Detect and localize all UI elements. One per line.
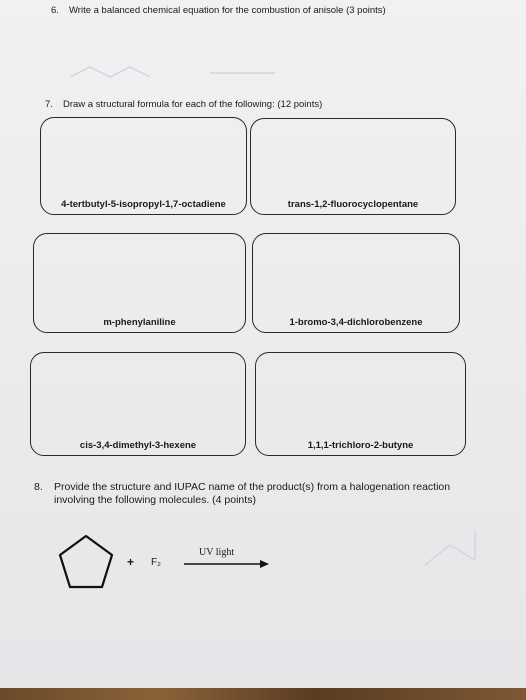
bleed-through-drawing-2 bbox=[415, 505, 495, 575]
question-7-number: 7. bbox=[45, 99, 53, 110]
cyclopentane-structure bbox=[54, 532, 118, 594]
compound-label: 1-bromo-3,4-dichlorobenzene bbox=[289, 317, 423, 328]
answer-box-1[interactable] bbox=[40, 117, 247, 215]
question-6-number: 6. bbox=[51, 5, 59, 16]
question-8 bbox=[34, 481, 450, 507]
compound-label: m-phenylaniline bbox=[103, 317, 176, 328]
compound-label: cis-3,4-dimethyl-3-hexene bbox=[79, 440, 197, 451]
compound-label: 4-tertbutyl-5-isopropyl-1,7-octadiene bbox=[61, 199, 226, 210]
question-8-number: 8. bbox=[34, 481, 43, 493]
answer-box-2[interactable] bbox=[250, 118, 456, 215]
reaction-arrow-icon bbox=[184, 558, 270, 570]
plus-sign: + bbox=[127, 555, 135, 569]
answer-box-3[interactable] bbox=[33, 233, 246, 333]
answer-box-5[interactable] bbox=[30, 352, 246, 456]
compound-label: trans-1,2-fluorocyclopentane bbox=[287, 199, 419, 210]
desk-surface bbox=[0, 688, 526, 700]
reaction-condition: UV light bbox=[199, 547, 235, 558]
question-6-text: Write a balanced chemical equation for the combustion of anisole (3 points) bbox=[69, 5, 386, 16]
compound-label: 1,1,1-trichloro-2-butyne bbox=[307, 440, 414, 451]
fluorine-reagent: F₂ bbox=[151, 557, 161, 568]
question-8-line1: Provide the structure and IUPAC name of the product(s) from a halogenation reaction bbox=[54, 481, 451, 493]
answer-box-4[interactable] bbox=[252, 233, 460, 333]
question-8-line2: involving the following molecules. (4 points) bbox=[54, 494, 256, 506]
bleed-through-drawing bbox=[60, 55, 290, 85]
question-6 bbox=[51, 5, 386, 16]
answer-box-6[interactable] bbox=[255, 352, 466, 456]
question-7-text: Draw a structural formula for each of the following: (12 points) bbox=[63, 99, 323, 110]
question-7 bbox=[45, 99, 322, 110]
